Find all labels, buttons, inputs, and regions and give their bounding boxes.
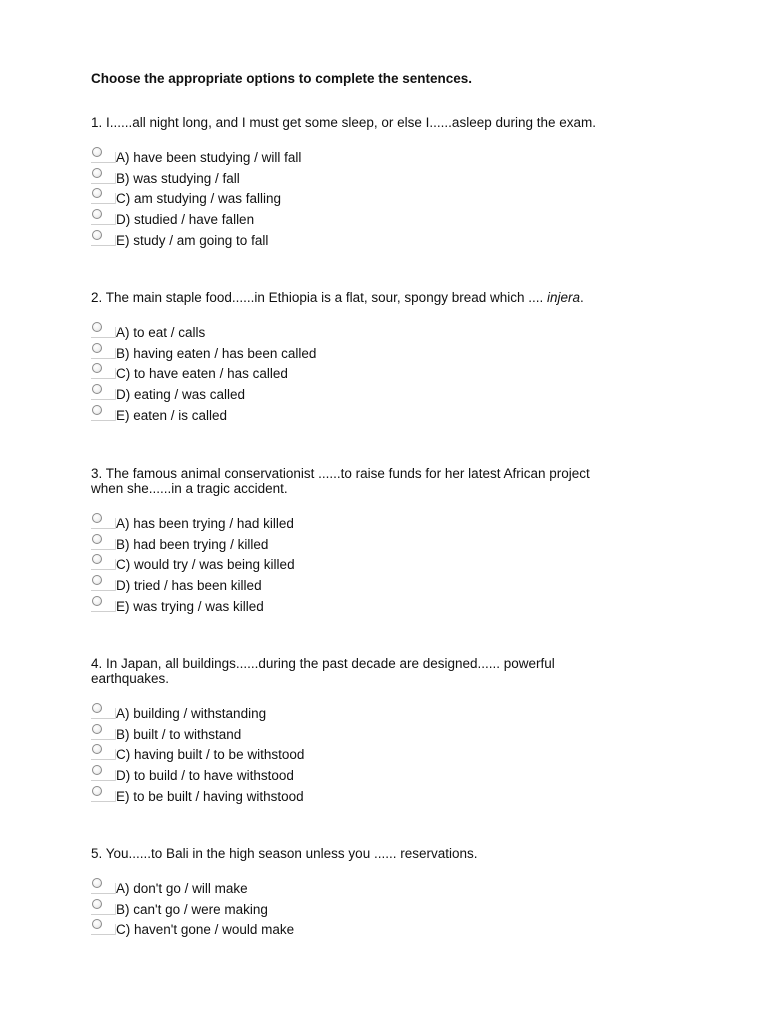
option-label: C) to have eaten / has called (116, 366, 288, 382)
radio-icon (92, 343, 102, 353)
radio-icon (92, 363, 102, 373)
option-1a[interactable] (91, 150, 651, 171)
option-4c[interactable] (91, 747, 651, 768)
question-1-options (91, 150, 651, 253)
radio-icon (92, 596, 102, 606)
radio-button[interactable] (91, 325, 116, 345)
radio-button[interactable] (91, 578, 116, 598)
question-3-text (91, 466, 651, 496)
question-2-text-italic: injera (547, 290, 581, 305)
radio-icon (92, 744, 102, 754)
option-label: E) study / am going to fall (116, 232, 269, 248)
option-1c[interactable] (91, 191, 651, 212)
option-2b[interactable] (91, 346, 651, 367)
option-4e[interactable] (91, 789, 651, 810)
radio-icon (92, 703, 102, 713)
question-1-text: 1. I......all night long, and I must get some sleep, or else I......asleep during the exam. (91, 115, 597, 130)
option-2c[interactable] (91, 366, 651, 387)
radio-button[interactable] (91, 516, 116, 536)
question-2-text-main: 2. The main staple food......in Ethiopia is a flat, sour, spongy bread which .... (91, 290, 548, 305)
option-label: E) eaten / is called (116, 407, 228, 423)
radio-icon (92, 534, 102, 544)
radio-icon (92, 554, 102, 564)
radio-icon (92, 322, 102, 332)
option-3a[interactable] (91, 516, 651, 537)
radio-icon (92, 878, 102, 888)
option-4b[interactable] (91, 727, 651, 748)
option-label: D) tried / has been killed (116, 578, 262, 594)
radio-button[interactable] (91, 212, 116, 232)
question-2 (91, 290, 651, 428)
question-3-options (91, 516, 651, 619)
radio-icon (92, 209, 102, 219)
radio-icon (92, 147, 102, 157)
question-4-text-line2: earthquakes. (91, 671, 170, 686)
option-label: C) haven't gone / would make (116, 922, 295, 938)
radio-button[interactable] (91, 233, 116, 253)
option-label: A) to eat / calls (116, 325, 206, 340)
question-4-text-line1: 4. In Japan, all buildings......during the past decade are designed...... powerful (91, 656, 555, 671)
question-5-text: 5. You......to Bali in the high season unless you ...... reservations. (91, 846, 478, 861)
radio-button[interactable] (91, 599, 116, 619)
radio-icon (92, 513, 102, 523)
option-label: D) to build / to have withstood (116, 768, 294, 784)
question-3-text-line2: when she......in a tragic accident. (91, 481, 288, 496)
radio-button[interactable] (91, 881, 116, 901)
question-4-options (91, 706, 651, 809)
option-2a[interactable] (91, 325, 651, 346)
option-3b[interactable] (91, 537, 651, 558)
option-1d[interactable] (91, 212, 651, 233)
option-label: A) don't go / will make (116, 881, 248, 896)
option-label: B) had been trying / killed (116, 536, 269, 552)
option-5c[interactable] (91, 922, 651, 943)
radio-button[interactable] (91, 387, 116, 407)
question-2-text-end: . (580, 290, 584, 305)
radio-button[interactable] (91, 150, 116, 170)
radio-icon (92, 899, 102, 909)
radio-icon (92, 188, 102, 198)
question-2-options (91, 325, 651, 428)
option-4a[interactable] (91, 706, 651, 727)
question-5 (91, 846, 651, 943)
option-5b[interactable] (91, 902, 651, 923)
radio-button[interactable] (91, 789, 116, 809)
option-3d[interactable] (91, 578, 651, 599)
option-label: B) having eaten / has been called (116, 345, 317, 361)
instruction-heading: Choose the appropriate options to complete the sentences. (91, 71, 473, 86)
option-2d[interactable] (91, 387, 651, 408)
option-label: C) would try / was being killed (116, 557, 295, 573)
option-label: D) eating / was called (116, 387, 246, 403)
option-1b[interactable] (91, 171, 651, 192)
option-4d[interactable] (91, 768, 651, 789)
option-label: A) have been studying / will fall (116, 150, 302, 165)
option-label: B) can't go / were making (116, 901, 268, 917)
radio-button[interactable] (91, 706, 116, 726)
radio-icon (92, 168, 102, 178)
radio-icon (92, 765, 102, 775)
option-label: B) built / to withstand (116, 726, 242, 742)
radio-button[interactable] (91, 768, 116, 788)
radio-button[interactable] (91, 922, 116, 942)
question-3 (91, 466, 651, 619)
option-label: D) studied / have fallen (116, 212, 255, 228)
radio-icon (92, 230, 102, 240)
option-label: E) to be built / having withstood (116, 788, 304, 804)
question-4-text (91, 656, 651, 686)
radio-icon (92, 405, 102, 415)
option-label: C) am studying / was falling (116, 191, 282, 207)
radio-icon (92, 724, 102, 734)
option-3c[interactable] (91, 557, 651, 578)
option-label: E) was trying / was killed (116, 598, 264, 614)
option-2e[interactable] (91, 408, 651, 429)
radio-icon (92, 575, 102, 585)
option-label: B) was studying / fall (116, 170, 240, 186)
question-1 (91, 115, 651, 253)
question-5-options (91, 881, 651, 943)
question-4 (91, 656, 651, 809)
question-2-text (91, 290, 651, 305)
radio-icon (92, 786, 102, 796)
option-label: C) having built / to be withstood (116, 747, 305, 763)
option-1e[interactable] (91, 233, 651, 254)
radio-icon (92, 384, 102, 394)
option-3e[interactable] (91, 599, 651, 620)
option-label: A) has been trying / had killed (116, 516, 294, 531)
option-label: A) building / withstanding (116, 706, 267, 721)
question-3-text-line1: 3. The famous animal conservationist ......to raise funds for her latest African project (91, 466, 590, 481)
radio-icon (92, 919, 102, 929)
option-5a[interactable] (91, 881, 651, 902)
radio-button[interactable] (91, 408, 116, 428)
